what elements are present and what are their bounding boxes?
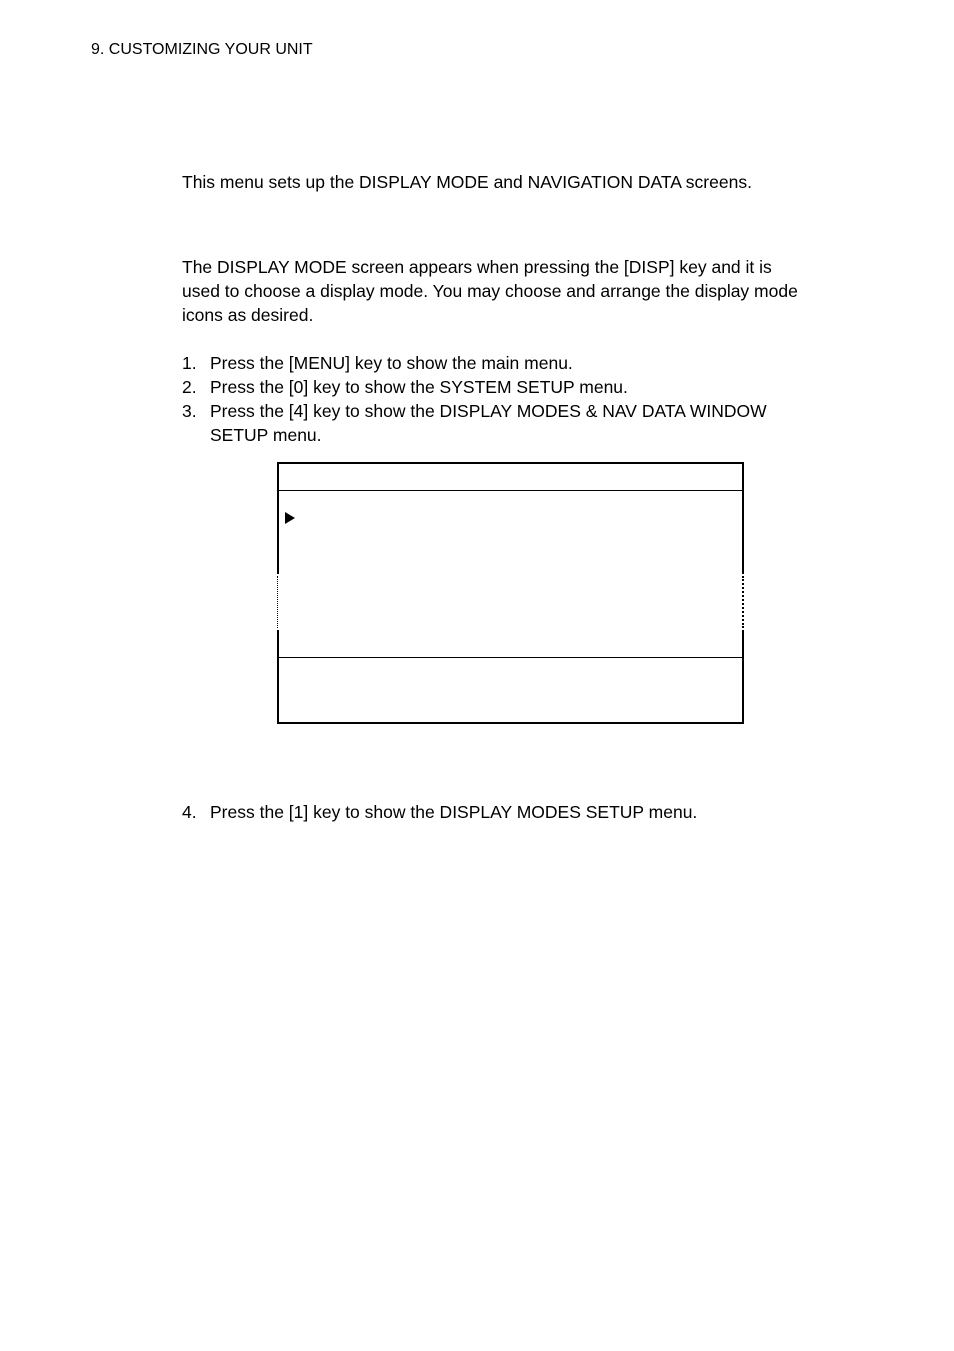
step-number: 1. <box>182 353 197 373</box>
step-3 <box>182 399 767 447</box>
step-2 <box>182 375 767 399</box>
intro-paragraph: This menu sets up the DISPLAY MODE and NAVIGATION DATA screens. <box>182 172 752 192</box>
right-pointing-triangle-icon <box>285 512 295 524</box>
frame-right-border-lower <box>742 630 744 724</box>
display-mode-paragraph <box>182 255 798 327</box>
procedure-steps <box>182 351 767 447</box>
step-number: 2. <box>182 377 197 397</box>
frame-break-left <box>277 576 278 628</box>
frame-footer-separator <box>277 657 744 658</box>
menu-illustration-frame <box>277 462 744 724</box>
step-text: Press the [0] key to show the SYSTEM SETUP menu. <box>210 377 628 397</box>
frame-top-border <box>277 462 744 464</box>
frame-right-border-upper <box>742 462 744 574</box>
frame-break-right <box>742 576 744 628</box>
step-text: Press the [4] key to show the DISPLAY MODES & NAV DATA WINDOW <box>210 401 767 421</box>
step-4 <box>182 800 697 824</box>
frame-left-border-lower <box>277 630 279 724</box>
paragraph-line: used to choose a display mode. You may choose and arrange the display mode <box>182 281 798 301</box>
step-text-continued: SETUP menu. <box>210 425 322 445</box>
frame-left-border-upper <box>277 462 279 574</box>
step-1 <box>182 351 767 375</box>
step-number: 3. <box>182 401 197 421</box>
frame-title-separator <box>277 490 744 491</box>
paragraph-line: icons as desired. <box>182 305 314 325</box>
paragraph-line: The DISPLAY MODE screen appears when pressing the [DISP] key and it is <box>182 257 772 277</box>
frame-bottom-border <box>277 722 744 724</box>
running-header: 9. CUSTOMIZING YOUR UNIT <box>91 41 313 58</box>
step-text: Press the [1] key to show the DISPLAY MODES SETUP menu. <box>210 802 698 822</box>
step-number: 4. <box>182 802 197 822</box>
step-text: Press the [MENU] key to show the main menu. <box>210 353 573 373</box>
